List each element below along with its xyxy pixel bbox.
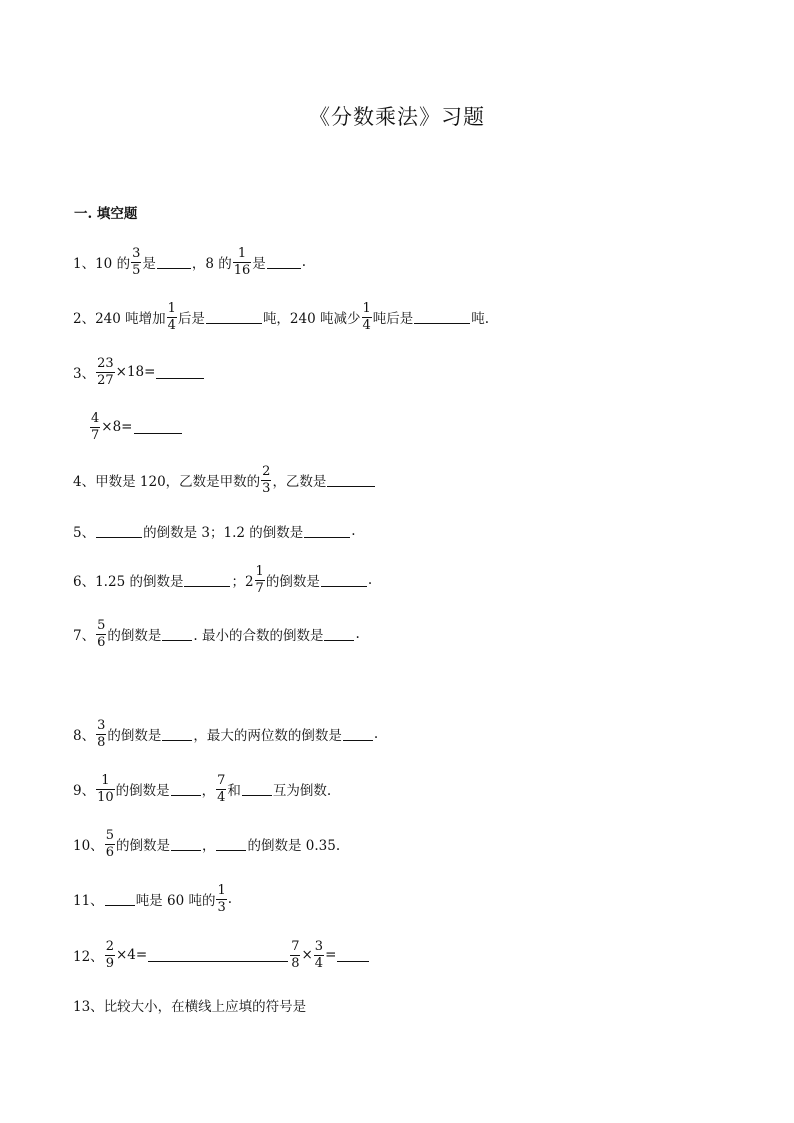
answer-blank[interactable] (414, 311, 470, 324)
question-number: 11、 (73, 893, 104, 909)
fraction (216, 884, 226, 915)
question-text: ×8= (101, 419, 133, 435)
question-text: 的倒数是 (265, 574, 320, 590)
denominator: 10 (97, 789, 114, 805)
question-text: ， (201, 838, 216, 854)
fraction (290, 940, 300, 971)
denominator: 7 (255, 580, 264, 596)
question-number: 5、 (73, 525, 96, 541)
denominator: 9 (105, 955, 114, 971)
question-11 (73, 882, 232, 916)
question-7 (73, 617, 360, 651)
fraction (105, 829, 115, 860)
fraction (261, 465, 271, 496)
question-text: 的倒数是 (115, 838, 170, 854)
question-number: 7、 (73, 628, 96, 644)
denominator: 4 (362, 317, 371, 333)
question-number: 2、 (73, 311, 96, 327)
question-text: . 最小的合数的倒数是 (193, 628, 324, 644)
page-title: 《分数乘法》习题 (309, 105, 485, 129)
question-text: 互为倒数. (272, 783, 332, 799)
answer-blank[interactable] (134, 421, 182, 434)
numerator: 1 (167, 300, 176, 316)
question-text: 吨，240 吨减少 (262, 311, 361, 327)
answer-blank[interactable] (206, 311, 262, 324)
answer-blank[interactable] (171, 838, 201, 851)
fraction (362, 302, 372, 333)
answer-blank[interactable] (337, 949, 369, 962)
denominator: 16 (233, 262, 251, 278)
numerator: 2 (262, 463, 271, 479)
question-text: 240 吨增加 (95, 311, 166, 327)
question-number: 3、 (73, 366, 96, 382)
question-12 (73, 938, 370, 972)
question-6 (73, 563, 372, 597)
numerator: 5 (105, 827, 114, 843)
question-number: 4、 (73, 474, 96, 490)
denominator: 5 (132, 262, 141, 278)
numerator: 3 (132, 245, 141, 261)
fraction (167, 302, 177, 333)
question-text: ， (201, 783, 216, 799)
fraction (216, 774, 226, 805)
question-text: × (301, 947, 313, 963)
question-text: 后是 (177, 311, 205, 327)
question-text: . (367, 572, 373, 588)
fraction (96, 719, 106, 750)
question-text: 的倒数是 (115, 783, 170, 799)
question-text: 和 (227, 783, 241, 799)
answer-blank[interactable] (96, 525, 142, 538)
question-text: . (301, 254, 307, 270)
fraction (131, 247, 141, 278)
question-text: ×4= (115, 947, 148, 963)
answer-blank[interactable] (304, 525, 350, 538)
question-number: 12、 (73, 949, 104, 965)
answer-blank[interactable] (267, 256, 301, 269)
answer-blank[interactable] (156, 366, 204, 379)
question-text: . (351, 523, 356, 539)
numerator: 1 (101, 772, 110, 788)
denominator: 7 (91, 427, 100, 443)
question-text: ；2 (231, 574, 254, 590)
question-5 (73, 514, 356, 548)
numerator: 1 (237, 245, 247, 261)
question-text: . (373, 726, 379, 742)
question-text: 是 (252, 256, 266, 272)
numerator: 3 (314, 938, 324, 954)
answer-blank[interactable] (148, 949, 288, 962)
question-text: 比较大小，在横线上应填的符号是 (103, 999, 307, 1015)
question-2 (73, 300, 489, 334)
answer-blank[interactable] (105, 893, 135, 906)
question-3-part-b (89, 410, 183, 444)
fraction (96, 619, 106, 650)
denominator: 27 (97, 372, 114, 388)
question-3 (73, 355, 205, 389)
answer-blank[interactable] (162, 628, 192, 641)
denominator: 6 (105, 844, 114, 860)
question-text: 吨后是 (372, 311, 414, 327)
denominator: 4 (167, 317, 176, 333)
question-text: 吨. (471, 311, 490, 327)
numerator: 1 (255, 563, 264, 579)
question-text: . (227, 891, 233, 907)
question-number: 9、 (73, 783, 96, 799)
question-text: 甲数是 120，乙数是甲数的 (95, 474, 261, 490)
question-number: 10、 (73, 838, 104, 854)
question-number: 1、 (73, 256, 96, 272)
question-number: 13、 (73, 999, 104, 1015)
numerator: 4 (91, 410, 100, 426)
numerator: 5 (97, 617, 106, 633)
fraction (96, 357, 115, 388)
fraction (90, 412, 100, 443)
answer-blank[interactable] (327, 474, 375, 487)
answer-blank[interactable] (343, 728, 373, 741)
numerator: 7 (217, 772, 226, 788)
section-heading: 一. 填空题 (74, 206, 138, 222)
question-text: ×18= (115, 364, 156, 380)
numerator: 7 (291, 938, 300, 954)
question-9 (73, 772, 331, 806)
question-text: 10 的 (95, 256, 131, 272)
question-text: ，乙数是 (272, 474, 327, 490)
answer-blank[interactable] (157, 256, 191, 269)
question-text: ，8 的 (191, 256, 232, 272)
denominator: 6 (97, 634, 106, 650)
question-text: 的倒数是 (107, 728, 162, 744)
denominator: 8 (97, 734, 106, 750)
answer-blank[interactable] (171, 783, 201, 796)
numerator: 23 (97, 355, 114, 371)
numerator: 1 (362, 300, 371, 316)
denominator: 3 (217, 899, 226, 915)
question-4 (73, 463, 376, 497)
question-text: 是 (142, 256, 156, 272)
numerator: 3 (97, 717, 106, 733)
fraction (96, 774, 115, 805)
fraction (314, 940, 324, 971)
answer-blank[interactable] (184, 574, 230, 587)
question-text: 的倒数是 3；1.2 的倒数是 (143, 525, 304, 541)
question-text: 的倒数是 0.35. (247, 838, 341, 854)
answer-blank[interactable] (321, 574, 367, 587)
question-text: 1.25 的倒数是 (95, 574, 184, 590)
question-10 (73, 827, 340, 861)
answer-blank[interactable] (242, 783, 272, 796)
question-number: 8、 (73, 728, 96, 744)
answer-blank[interactable] (216, 838, 246, 851)
numerator: 2 (105, 938, 114, 954)
question-text: = (325, 947, 337, 963)
answer-blank[interactable] (162, 728, 192, 741)
question-13 (73, 988, 306, 1022)
question-1 (73, 245, 306, 279)
denominator: 8 (291, 955, 300, 971)
fraction (255, 565, 265, 596)
question-text: ，最大的两位数的倒数是 (193, 728, 342, 744)
question-text: . (355, 626, 360, 642)
denominator: 4 (217, 789, 226, 805)
denominator: 3 (262, 480, 271, 496)
question-text: 的倒数是 (107, 628, 162, 644)
question-number: 6、 (73, 574, 96, 590)
question-text: 吨是 60 吨的 (135, 893, 216, 909)
question-8 (73, 717, 378, 751)
answer-blank[interactable] (324, 628, 354, 641)
denominator: 4 (314, 955, 324, 971)
fraction (105, 940, 115, 971)
numerator: 1 (217, 882, 226, 898)
fraction (233, 247, 252, 278)
